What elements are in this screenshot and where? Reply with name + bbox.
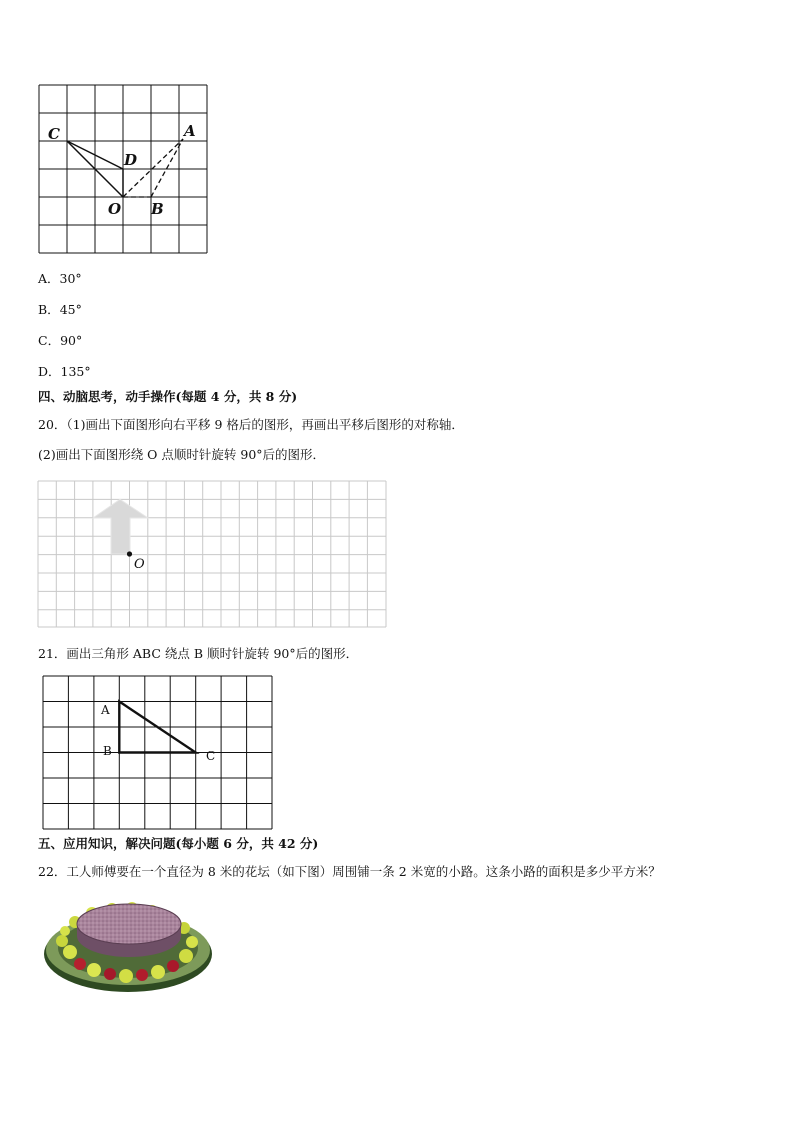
- question-22-text: 22．工人师傅要在一个直径为 8 米的花坛（如下图）周围铺一条 2 米宽的小路。这条小路的面积是多少平方米？: [38, 864, 661, 879]
- option-a: [38, 271, 82, 287]
- figure-arrow-grid: [37, 480, 388, 630]
- vertex-label-a: A: [101, 703, 110, 717]
- point-label-c: C: [48, 125, 60, 143]
- figure-grid-triangle: [38, 84, 210, 256]
- option-b-letter: B．: [38, 302, 60, 317]
- option-c-letter: C．: [38, 333, 61, 348]
- section-4-heading: 四、动脑思考，动手操作(每题 4 分，共 8 分): [38, 389, 298, 404]
- flower-bed-image: [42, 896, 216, 996]
- segment-ba-dashed: [151, 139, 183, 197]
- option-a-value: 30°: [59, 271, 82, 286]
- option-c: [38, 333, 82, 349]
- option-b-value: 45°: [59, 302, 82, 317]
- point-label-b: B: [151, 200, 164, 218]
- option-a-letter: A．: [38, 271, 60, 286]
- option-d: [38, 364, 91, 380]
- option-b: [38, 302, 82, 318]
- point-o-dot: [127, 551, 132, 556]
- point-label-d: D: [124, 151, 138, 169]
- question-21-text: 21．画出三角形 ABC 绕点 B 顺时针旋转 90°后的图形．: [38, 646, 359, 661]
- option-c-value: 90°: [60, 333, 83, 348]
- section-5-heading: 五、应用知识，解决问题(每小题 6 分，共 42 分): [38, 836, 319, 851]
- vertex-label-b: B: [103, 744, 112, 758]
- figure-triangle-grid: [40, 674, 276, 832]
- point-label-a: A: [184, 122, 196, 140]
- option-d-value: 135°: [60, 364, 91, 379]
- point-o-label: O: [134, 557, 145, 572]
- question-20-line-1: 20．（1)画出下面图形向右平移 9 格后的图形，再画出平移后图形的对称轴．: [38, 417, 464, 432]
- vertex-label-c: C: [206, 749, 216, 763]
- question-20-line-2: (2)画出下面图形绕 O 点顺时针旋转 90°后的图形．: [38, 447, 326, 462]
- point-label-o: O: [108, 200, 122, 218]
- option-d-letter: D．: [38, 364, 61, 379]
- light-grid-lines: [38, 481, 386, 627]
- arrow-shape: [93, 499, 148, 554]
